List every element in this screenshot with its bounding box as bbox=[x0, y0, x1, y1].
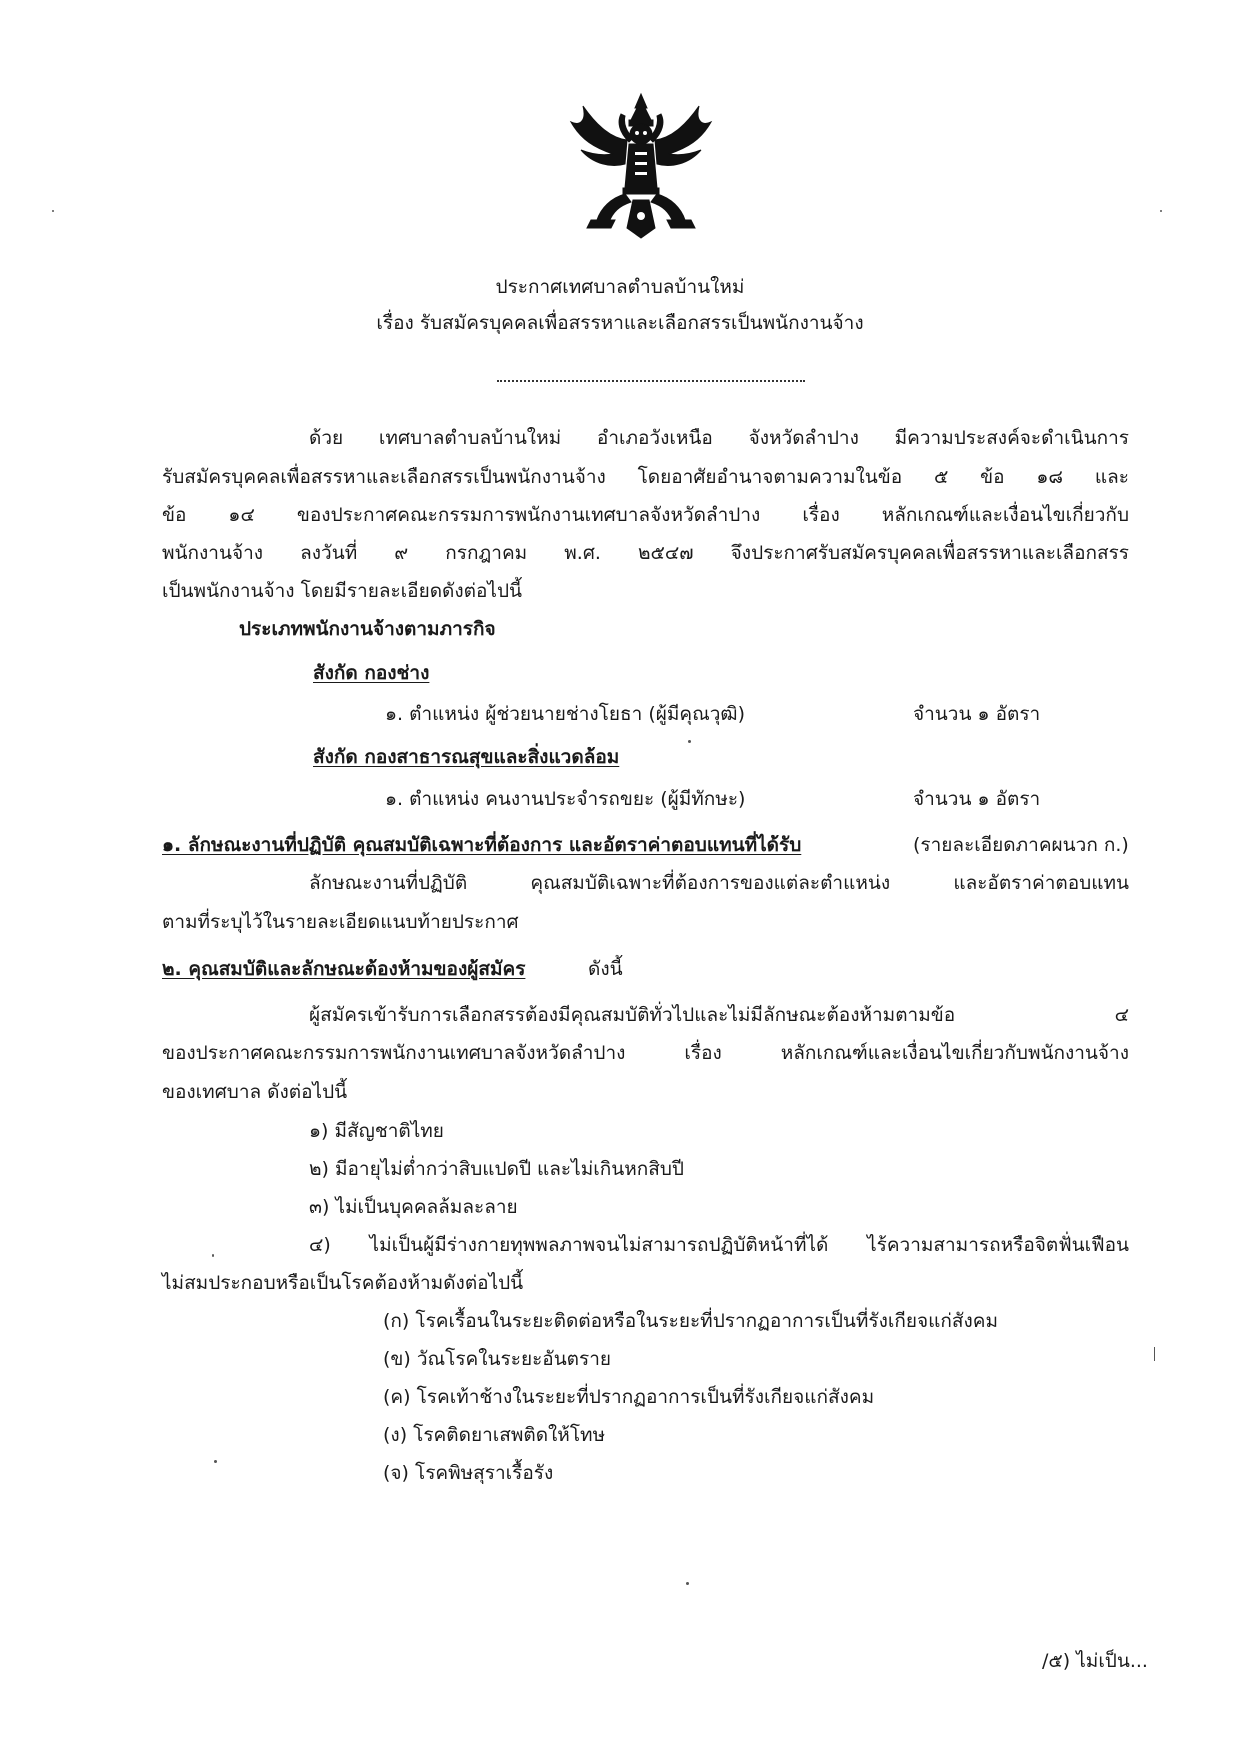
position-count: จำนวน ๑ อัตรา bbox=[913, 703, 1041, 725]
disease-item: (ค) โรคเท้าช้างในระยะที่ปรากฏอาการเป็นที่รังเกียจแก่สังคม bbox=[383, 1386, 875, 1408]
section-2-line-2: ของประกาศคณะกรรมการพนักงานเทศบาลจังหวัดลำปาง เรื่อง หลักเกณฑ์และเงื่อนไขเกี่ยวกับพนักงานจ้าง bbox=[162, 1042, 1129, 1064]
position-count: จำนวน ๑ อัตรา bbox=[913, 788, 1041, 810]
intro-line-4: พนักงานจ้าง ลงวันที่ ๙ กรกฎาคม พ.ศ. ๒๕๔๗ จึงประกาศรับสมัครบุคคลเพื่อสรรหาและเลือกสรร bbox=[162, 542, 1129, 564]
division-label: สังกัด กองสาธารณสุขและสิ่งแวดล้อม bbox=[313, 746, 620, 768]
intro-line-3: ข้อ ๑๔ ของประกาศคณะกรรมการพนักงานเทศบาลจังหวัดลำปาง เรื่อง หลักเกณฑ์และเงื่อนไขเกี่ยวกับ bbox=[162, 504, 1129, 526]
garuda-emblem-icon bbox=[561, 88, 721, 248]
section-2-heading: ๒. คุณสมบัติและลักษณะต้องห้ามของผู้สมัคร bbox=[162, 958, 526, 980]
scan-speck bbox=[688, 740, 691, 743]
scan-speck bbox=[52, 210, 54, 212]
position-line: ๑. ตำแหน่ง ผู้ช่วยนายช่างโยธา (ผู้มีคุณวุฒิ) bbox=[385, 703, 745, 725]
list-item-continuation: ไม่สมประกอบหรือเป็นโรคต้องห้ามดังต่อไปนี้ bbox=[162, 1272, 524, 1294]
scan-speck bbox=[1160, 210, 1162, 212]
section-1-line-2: ตามที่ระบุไว้ในรายละเอียดแนบท้ายประกาศ bbox=[162, 911, 519, 933]
section-1-note: (รายละเอียดภาคผนวก ก.) bbox=[913, 834, 1129, 856]
section-1-line-1: ลักษณะงานที่ปฏิบัติ คุณสมบัติเฉพาะที่ต้องการของแต่ละตำแหน่ง และอัตราค่าตอบแทน bbox=[309, 872, 1129, 894]
section-2-line-1: ผู้สมัครเข้ารับการเลือกสรรต้องมีคุณสมบัติทั่วไปและไม่มีลักษณะต้องห้ามตามข้อ ๔ bbox=[309, 1004, 1129, 1026]
disease-item: (ข) วัณโรคในระยะอันตราย bbox=[383, 1348, 612, 1370]
scan-speck bbox=[212, 1254, 214, 1257]
disease-item: (ก) โรคเรื้อนในระยะติดต่อหรือในระยะที่ปรากฏอาการเป็นที่รังเกียจแก่สังคม bbox=[383, 1310, 999, 1332]
document-title: ประกาศเทศบาลตำบลบ้านใหม่ bbox=[495, 276, 745, 298]
scan-speck bbox=[214, 1460, 217, 1463]
intro-line-5: เป็นพนักงานจ้าง โดยมีรายละเอียดดังต่อไปนี้ bbox=[162, 580, 523, 602]
intro-line-1: ด้วย เทศบาลตำบลบ้านใหม่ อำเภอวังเหนือ จังหวัดลำปาง มีความประสงค์จะดำเนินการ bbox=[309, 427, 1129, 449]
document-subject: เรื่อง รับสมัครบุคคลเพื่อสรรหาและเลือกสรรเป็นพนักงานจ้าง bbox=[376, 312, 864, 334]
disease-item: (จ) โรคพิษสุราเรื้อรัง bbox=[383, 1462, 554, 1484]
list-item: ๑) มีสัญชาติไทย bbox=[309, 1120, 444, 1142]
list-item: ๒) มีอายุไม่ต่ำกว่าสิบแปดปี และไม่เกินหกสิบปี bbox=[309, 1158, 684, 1180]
divider-dotted-line bbox=[497, 368, 805, 382]
list-item: ๔) ไม่เป็นผู้มีร่างกายทุพพลภาพจนไม่สามารถปฏิบัติหน้าที่ได้ ไร้ความสามารถหรือจิตฟั่นเฟือน bbox=[309, 1234, 1129, 1256]
section-2-heading-suffix: ดังนี้ bbox=[588, 958, 623, 980]
intro-line-2: รับสมัครบุคคลเพื่อสรรหาและเลือกสรรเป็นพนักงานจ้าง โดยอาศัยอำนาจตามความในข้อ ๕ ข้อ ๑๘ และ bbox=[162, 466, 1129, 488]
employee-type-heading: ประเภทพนักงานจ้างตามภารกิจ bbox=[239, 618, 496, 640]
position-line: ๑. ตำแหน่ง คนงานประจำรถขยะ (ผู้มีทักษะ) bbox=[385, 788, 746, 810]
scan-speck bbox=[1154, 1347, 1155, 1361]
list-item: ๓) ไม่เป็นบุคคลล้มละลาย bbox=[309, 1196, 518, 1218]
section-1-heading: ๑. ลักษณะงานที่ปฏิบัติ คุณสมบัติเฉพาะที่ต้องการ และอัตราค่าตอบแทนที่ได้รับ bbox=[162, 834, 802, 856]
disease-item: (ง) โรคติดยาเสพติดให้โทษ bbox=[383, 1424, 606, 1446]
division-label: สังกัด กองช่าง bbox=[313, 662, 430, 684]
page-continuation: /๕) ไม่เป็น... bbox=[1042, 1650, 1148, 1672]
section-2-line-3: ของเทศบาล ดังต่อไปนี้ bbox=[162, 1081, 348, 1103]
scan-speck bbox=[686, 1582, 689, 1585]
